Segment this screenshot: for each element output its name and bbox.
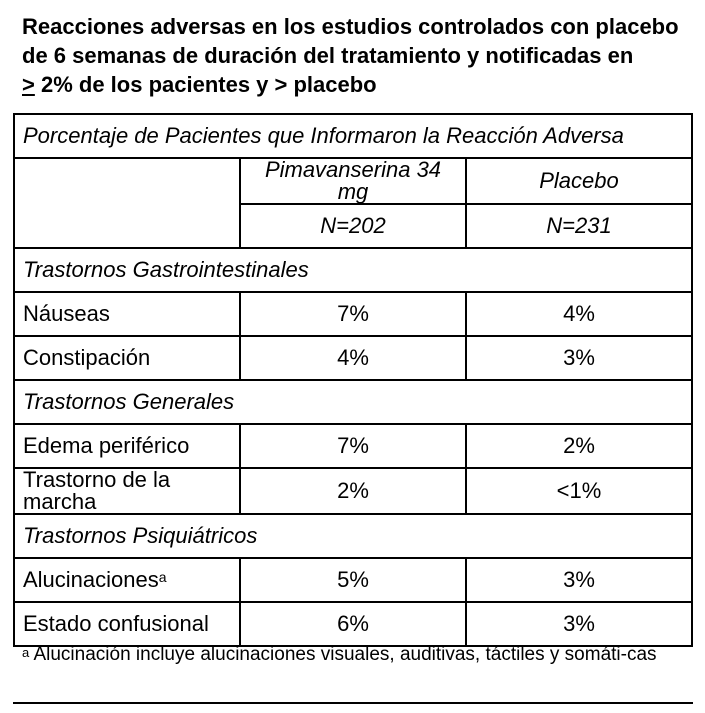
row-label: Constipación bbox=[14, 336, 240, 380]
row-placebo-value: 3% bbox=[466, 336, 692, 380]
table-row bbox=[14, 558, 692, 602]
row-drug-value: 7% bbox=[240, 292, 466, 336]
col-header-placebo: Placebo bbox=[466, 158, 692, 204]
row-placebo-value: <1% bbox=[466, 468, 692, 514]
footnote-marker: a bbox=[22, 645, 30, 660]
header-span-cell: Porcentaje de Pacientes que Informaron la Reacción Adversa bbox=[14, 114, 692, 158]
empty-header-cell bbox=[14, 158, 240, 248]
footnote-marker: a bbox=[158, 569, 167, 585]
section-name: Trastornos Generales bbox=[14, 380, 692, 424]
table-row bbox=[14, 336, 692, 380]
column-header-row bbox=[14, 158, 692, 204]
title-line-3 bbox=[22, 70, 692, 99]
footnote-text: Alucinación incluye alucinaciones visuales, auditivas, táctiles y somáti-cas bbox=[29, 644, 657, 665]
row-drug-value: 4% bbox=[240, 336, 466, 380]
section-row bbox=[14, 380, 692, 424]
row-drug-value: 7% bbox=[240, 424, 466, 468]
table-row bbox=[14, 424, 692, 468]
table-title bbox=[22, 12, 692, 99]
table-header-row bbox=[14, 114, 692, 158]
greater-equal-symbol: > bbox=[22, 72, 35, 97]
footnote bbox=[22, 643, 692, 666]
row-placebo-value: 3% bbox=[466, 558, 692, 602]
section-name: Trastornos Gastrointestinales bbox=[14, 248, 692, 292]
table-row bbox=[14, 292, 692, 336]
row-label: Náuseas bbox=[14, 292, 240, 336]
title-line-3-text: 2% de los pacientes y > placebo bbox=[34, 72, 377, 97]
table-row bbox=[14, 602, 692, 646]
row-label-cell bbox=[14, 558, 240, 602]
row-placebo-value: 2% bbox=[466, 424, 692, 468]
title-line-2: de 6 semanas de duración del tratamiento y notificadas en bbox=[22, 43, 634, 68]
row-drug-value: 2% bbox=[240, 468, 466, 514]
bottom-rule bbox=[13, 702, 693, 704]
row-label: Edema periférico bbox=[14, 424, 240, 468]
table-row bbox=[14, 468, 692, 514]
n-drug: N=202 bbox=[240, 204, 466, 248]
row-drug-value: 6% bbox=[240, 602, 466, 646]
row-label: Estado confusional bbox=[14, 602, 240, 646]
row-placebo-value: 3% bbox=[466, 602, 692, 646]
n-placebo: N=231 bbox=[466, 204, 692, 248]
row-label: Alucinaciones bbox=[23, 567, 159, 592]
title-line-1: Reacciones adversas en los estudios controlados con placebo bbox=[22, 14, 679, 39]
row-placebo-value: 4% bbox=[466, 292, 692, 336]
section-row bbox=[14, 514, 692, 558]
adverse-reactions-table bbox=[13, 113, 693, 647]
col-header-drug: Pimavanserina 34 mg bbox=[240, 158, 466, 204]
section-name: Trastornos Psiquiátricos bbox=[14, 514, 692, 558]
section-row bbox=[14, 248, 692, 292]
row-drug-value: 5% bbox=[240, 558, 466, 602]
row-label: Trastorno de la marcha bbox=[14, 468, 240, 514]
